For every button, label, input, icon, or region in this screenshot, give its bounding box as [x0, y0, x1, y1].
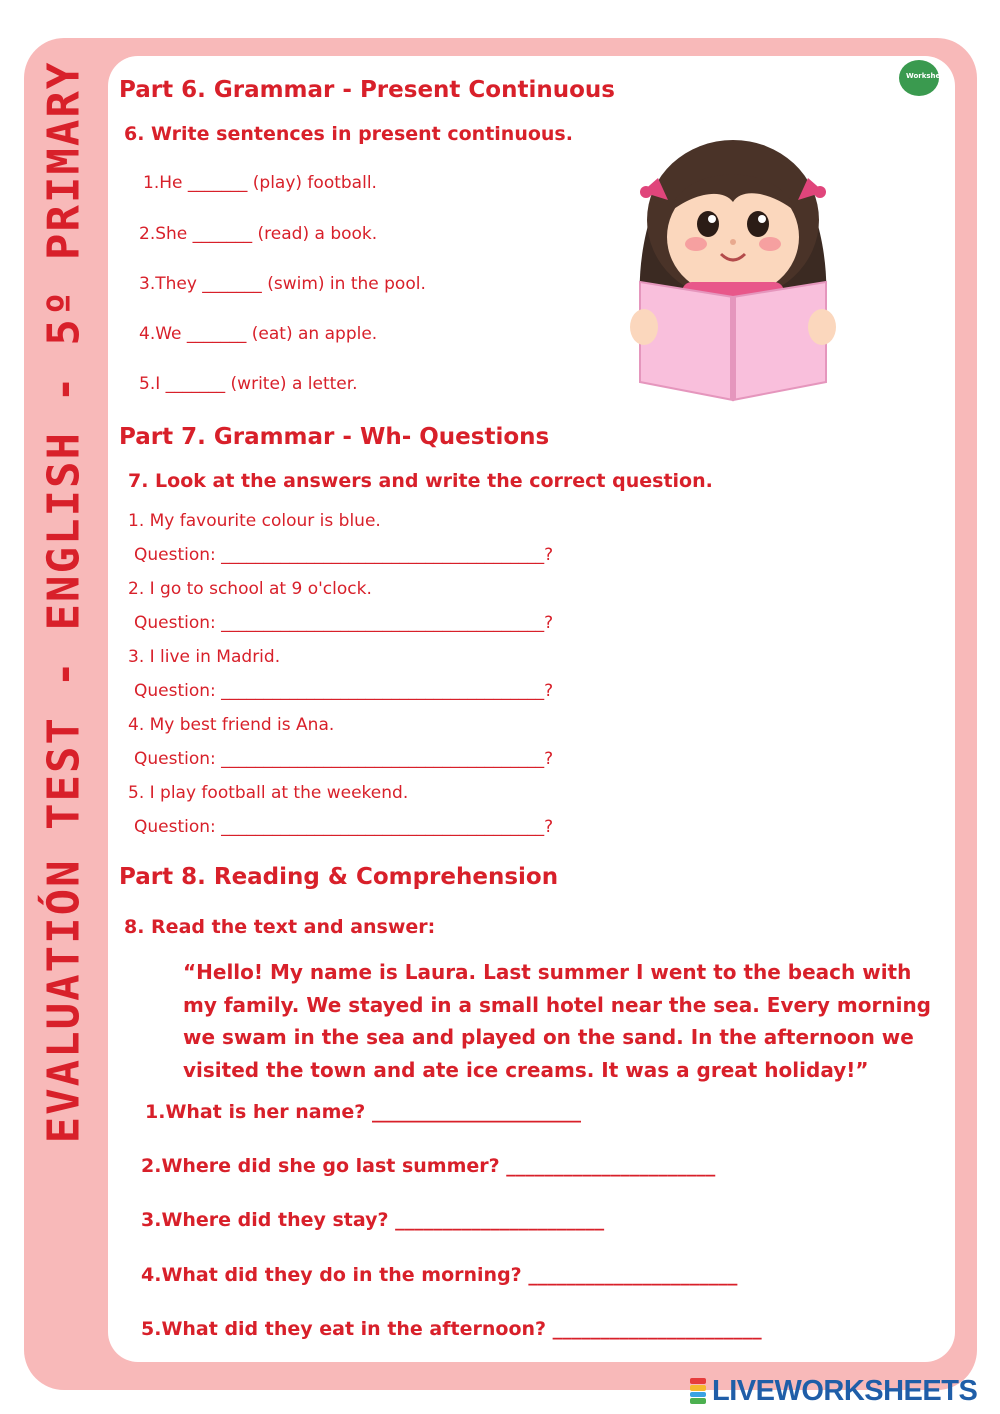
part6-item: 3.They _______ (swim) in the pool.: [139, 274, 426, 294]
part8-heading: Part 8. Reading & Comprehension: [119, 864, 559, 890]
brand-name: LIVEWORKSHEETS: [712, 1374, 978, 1407]
part6-item: 2.She _______ (read) a book.: [139, 224, 378, 244]
part7-question-line[interactable]: Question: ______________________________________?: [134, 681, 554, 701]
part6-heading: Part 6. Grammar - Present Continuous: [119, 77, 615, 103]
part7-question-line[interactable]: Question: ______________________________________?: [134, 749, 554, 769]
part6-item: 5.I _______ (write) a letter.: [139, 374, 358, 394]
school-logo-icon: [899, 60, 949, 96]
part8-question[interactable]: 2.Where did she go last summer? ______________________: [141, 1155, 716, 1177]
logo-text: Worksheet: [906, 72, 949, 80]
part7-instruction: 7. Look at the answers and write the correct question.: [128, 470, 713, 492]
passage-line: visited the town and ate ice creams. It was a great holiday!”: [183, 1057, 869, 1082]
part7-question-line[interactable]: Question: ______________________________________?: [134, 613, 554, 633]
passage-line: my family. We stayed in a small hotel near the sea. Every morning: [183, 992, 931, 1017]
part8-instruction: 8. Read the text and answer:: [124, 916, 436, 938]
side-title: EVALUATIÓN TEST - ENGLISH - 5º PRIMARY: [38, 60, 90, 1144]
liveworksheets-brand: [690, 1373, 977, 1409]
passage-line: we swam in the sea and played on the sand. In the afternoon we: [183, 1025, 914, 1049]
part8-question[interactable]: 3.Where did they stay? ______________________: [141, 1209, 605, 1231]
passage-line: “Hello! My name is Laura. Last summer I went to the beach with: [183, 960, 912, 984]
part6-item: 4.We _______ (eat) an apple.: [139, 324, 378, 344]
part8-question[interactable]: 1.What is her name? ______________________: [145, 1101, 581, 1123]
part8-question[interactable]: 5.What did they eat in the afternoon? ______________________: [141, 1318, 762, 1340]
part6-item: 1.He _______ (play) football.: [143, 173, 377, 193]
part7-question-line[interactable]: Question: ______________________________________?: [134, 545, 554, 565]
part7-answer: 2. I go to school at 9 o'clock.: [128, 579, 372, 599]
part7-answer: 4. My best friend is Ana.: [128, 715, 335, 735]
part7-heading: Part 7. Grammar - Wh- Questions: [119, 424, 550, 450]
girl-reading-illustration: [622, 132, 844, 402]
reading-passage: [183, 956, 931, 1086]
liveworksheets-logo-icon: [690, 1378, 706, 1404]
part6-instruction: 6. Write sentences in present continuous.: [124, 123, 573, 145]
part7-question-line[interactable]: Question: ______________________________________?: [134, 817, 554, 837]
part7-answer: 5. I play football at the weekend.: [128, 783, 409, 803]
part7-answer: 1. My favourite colour is blue.: [128, 511, 381, 531]
part8-question[interactable]: 4.What did they do in the morning? ______________________: [141, 1264, 738, 1286]
part7-answer: 3. I live in Madrid.: [128, 647, 281, 667]
